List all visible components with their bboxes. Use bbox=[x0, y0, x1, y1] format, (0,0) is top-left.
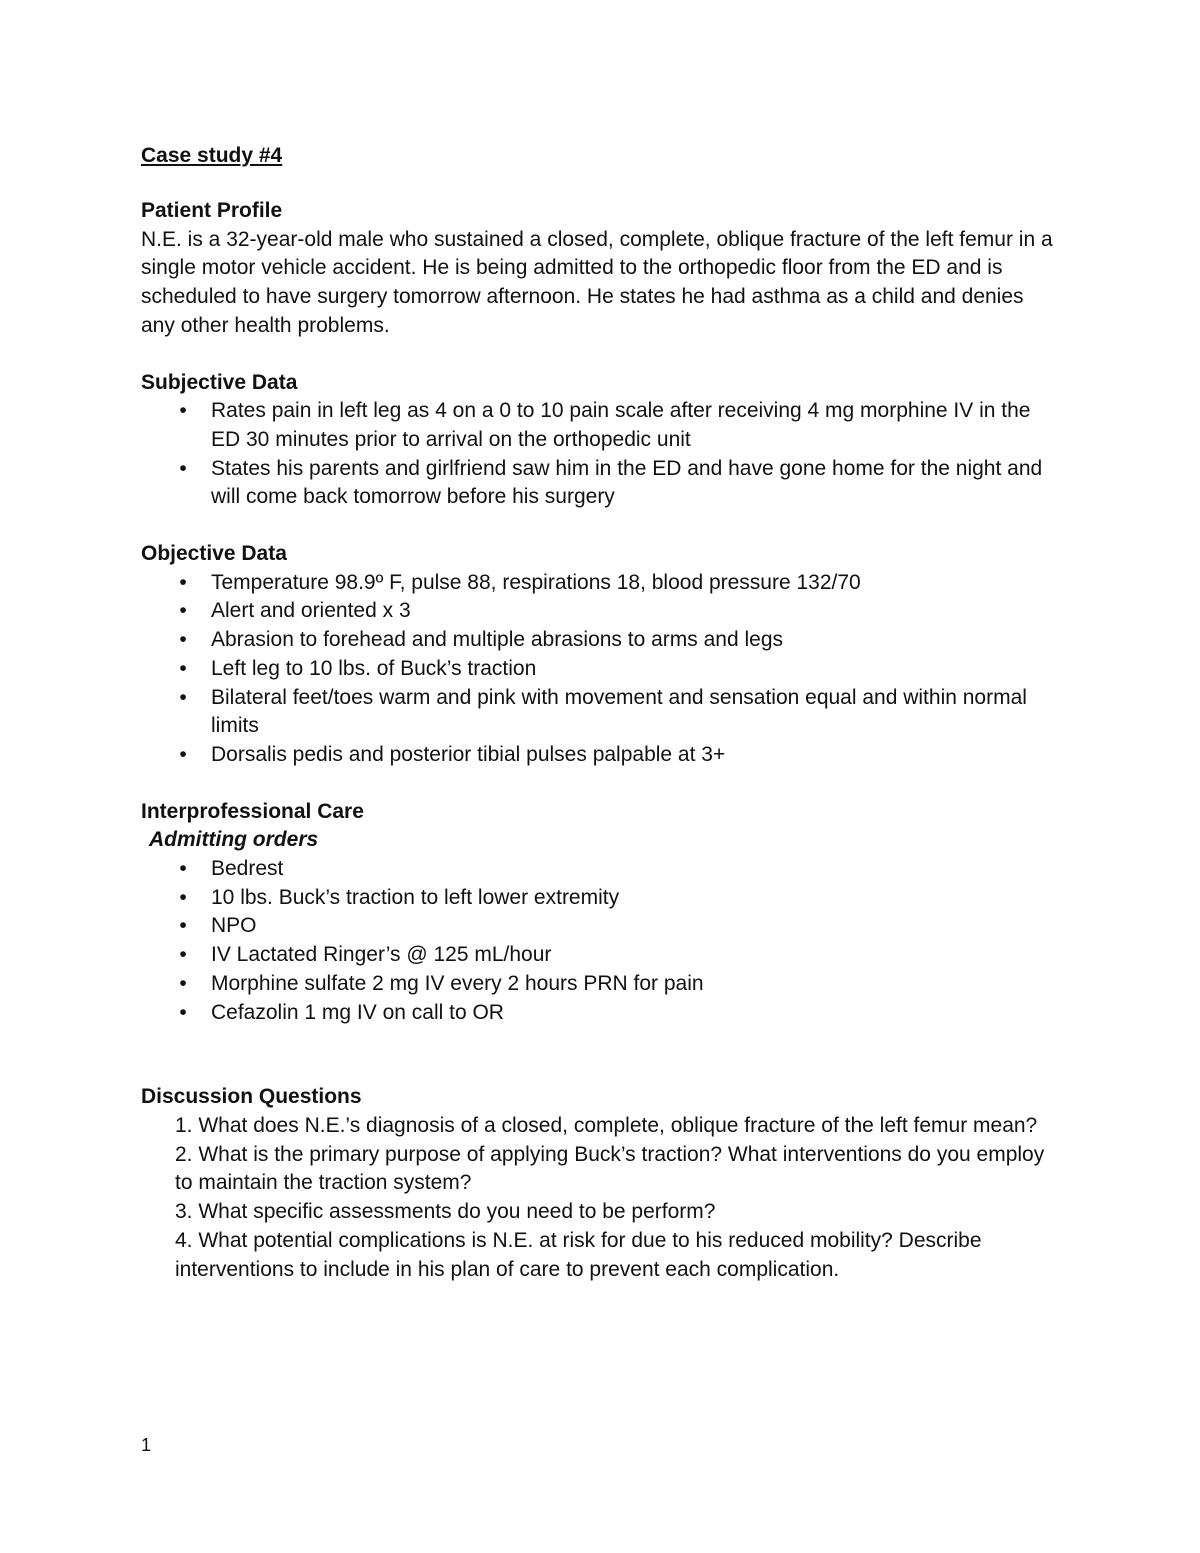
question-item: 3. What specific assessments do you need to be perform? bbox=[175, 1200, 716, 1224]
bullet-icon: • bbox=[179, 857, 187, 881]
list-item: • Cefazolin 1 mg IV on call to OR bbox=[141, 999, 1061, 1028]
list-item: • Morphine sulfate 2 mg IV every 2 hours PRN for pain bbox=[141, 970, 1061, 999]
bullet-icon: • bbox=[179, 399, 187, 423]
document-title: Case study #4 bbox=[141, 144, 283, 167]
discussion-questions-section bbox=[141, 1083, 1061, 1284]
interprofessional-care-heading: Interprofessional Care bbox=[141, 799, 364, 823]
list-item: • States his parents and girlfriend saw him in the ED and have gone home for the night and will come back tomorrow before his surgery bbox=[141, 455, 1061, 512]
question-item: 4. What potential complications is N.E. at risk for due to his reduced mobility? Describe interventions to include in his plan of care to prevent each complication. bbox=[175, 1228, 982, 1281]
bullet-icon: • bbox=[179, 1000, 187, 1024]
bullet-icon: • bbox=[179, 742, 187, 766]
list-item: • Temperature 98.9º F, pulse 88, respirations 18, blood pressure 132/70 bbox=[141, 569, 1061, 598]
list-item: • Bilateral feet/toes warm and pink with movement and sensation equal and within normal limits bbox=[141, 684, 1061, 741]
discussion-questions-list bbox=[141, 1112, 1061, 1284]
objective-data-section bbox=[141, 540, 1061, 770]
bullet-icon: • bbox=[179, 628, 187, 652]
bullet-icon: • bbox=[179, 943, 187, 967]
interprofessional-care-section bbox=[141, 798, 1061, 1028]
bullet-icon: • bbox=[179, 914, 187, 938]
list-item: • NPO bbox=[141, 912, 1061, 941]
bullet-icon: • bbox=[179, 971, 187, 995]
subjective-data-list bbox=[141, 397, 1061, 512]
list-item: • Rates pain in left leg as 4 on a 0 to 10 pain scale after receiving 4 mg morphine IV in the ED 30 minutes prior to arrival on the orthopedic unit bbox=[141, 397, 1061, 454]
page-number: 1 bbox=[141, 1435, 152, 1455]
list-item: • 10 lbs. Buck’s traction to left lower extremity bbox=[141, 884, 1061, 913]
patient-profile-text: N.E. is a 32-year-old male who sustained a closed, complete, oblique fracture of the left femur in a single motor vehicle accident. He is being admitted to the orthopedic floor from the ED and is scheduled to have surgery tomorrow afternoon. He states he had asthma as a child and denies any other health problems. bbox=[141, 227, 1053, 337]
list-item: • Bedrest bbox=[141, 855, 1061, 884]
bullet-icon: • bbox=[179, 599, 187, 623]
admitting-orders-subheading: Admitting orders bbox=[149, 828, 319, 852]
list-item: • IV Lactated Ringer’s @ 125 mL/hour bbox=[141, 941, 1061, 970]
patient-profile-section bbox=[141, 197, 1061, 341]
bullet-icon: • bbox=[179, 570, 187, 594]
list-item: • Abrasion to forehead and multiple abrasions to arms and legs bbox=[141, 626, 1061, 655]
question-item: 2. What is the primary purpose of applying Buck’s traction? What interventions do you employ to maintain the traction system? bbox=[175, 1142, 1045, 1195]
objective-data-list bbox=[141, 569, 1061, 770]
list-item: • Alert and oriented x 3 bbox=[141, 597, 1061, 626]
list-item: • Left leg to 10 lbs. of Buck’s traction bbox=[141, 655, 1061, 684]
list-item: • Dorsalis pedis and posterior tibial pulses palpable at 3+ bbox=[141, 741, 1061, 770]
objective-data-heading: Objective Data bbox=[141, 542, 287, 566]
admitting-orders-list bbox=[141, 855, 1061, 1027]
question-item: 1. What does N.E.’s diagnosis of a closed, complete, oblique fracture of the left femur mean? bbox=[175, 1113, 1038, 1137]
bullet-icon: • bbox=[179, 456, 187, 480]
bullet-icon: • bbox=[179, 656, 187, 680]
patient-profile-heading: Patient Profile bbox=[141, 199, 283, 222]
subjective-data-heading: Subjective Data bbox=[141, 370, 298, 394]
document-body bbox=[141, 139, 1061, 1284]
bullet-icon: • bbox=[179, 685, 187, 709]
discussion-questions-heading: Discussion Questions bbox=[141, 1085, 362, 1109]
bullet-icon: • bbox=[179, 885, 187, 909]
subjective-data-section bbox=[141, 369, 1061, 513]
